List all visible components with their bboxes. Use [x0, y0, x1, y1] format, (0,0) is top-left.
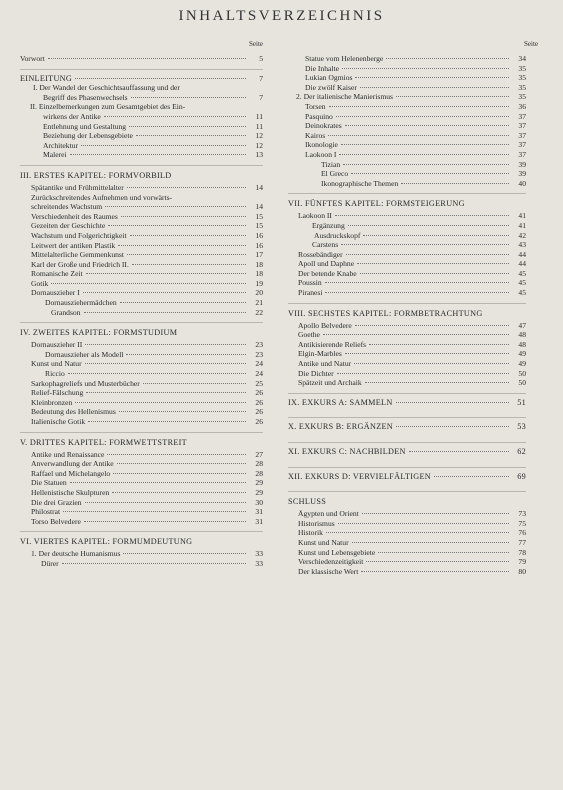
- toc-entry: Deinokrates 37: [305, 121, 526, 131]
- seite-label: Seite: [249, 40, 263, 48]
- chapter-heading-5: VII. FÜNFTES KAPITEL: FORMSTEIGERUNG: [288, 199, 465, 209]
- toc-entry: Ikonologie 37: [305, 140, 526, 150]
- divider: [20, 69, 263, 70]
- toc-entry: Apoll und Daphne 44: [298, 259, 526, 269]
- toc-entry: 1. Der deutsche Humanismus 33: [31, 549, 263, 559]
- toc-entry-einl-2: wirkens der Antike 11: [43, 111, 263, 121]
- toc-entry: Laokoon II 41: [298, 211, 526, 221]
- toc-entry-einl-1-line1: I. Der Wandel der Geschichtsauffassung und der: [33, 83, 180, 93]
- toc-entry: schreitendes Wachstum 14: [31, 202, 263, 212]
- toc-entry: Die Inhalte 35: [305, 63, 526, 73]
- toc-entry: Poussin 45: [298, 278, 526, 288]
- divider: [288, 193, 526, 194]
- toc-entry: Die drei Grazien 30: [31, 497, 263, 507]
- toc-entry: Entlehnung und Gestaltung 11: [43, 121, 263, 131]
- divider: [288, 467, 526, 468]
- chapter-heading-2: IV. ZWEITES KAPITEL: FORMSTUDIUM: [20, 328, 178, 338]
- toc-entry: Philostrat 31: [31, 507, 263, 517]
- toc-entry: Verschiedenzeitigkeit 79: [298, 557, 526, 567]
- toc-subentry: Dornauszieher als Modell 23: [45, 349, 263, 359]
- toc-entry-vorwort: Vorwort 5: [20, 54, 263, 63]
- toc-entry: Wachstum und Folgerichtigkeit 16: [31, 230, 263, 240]
- toc-entry-line1: Zurückschreitendes Aufnehmen und vorwärts-: [31, 192, 173, 202]
- toc-subentry: El Greco 39: [321, 169, 526, 179]
- seite-label: Seite: [524, 40, 538, 48]
- toc-entry: Torsen 36: [305, 101, 526, 111]
- toc-entry: Lukian Ogmios 35: [305, 73, 526, 83]
- toc-entry: Raffael und Michelangelo 28: [31, 468, 263, 478]
- toc-subentry: Ergänzung 41: [312, 220, 526, 230]
- chapter-heading-1: III. ERSTES KAPITEL: FORMVORBILD: [20, 170, 172, 180]
- toc-entry: Statue vom Helenenberge 34: [305, 54, 526, 63]
- toc-entry: Sarkophagreliefs und Musterbücher 25: [31, 378, 263, 388]
- toc-entry: Antikisierende Reliefs 48: [298, 339, 526, 349]
- toc-entry: Spätantike und Frühmittelalter 14: [31, 182, 263, 192]
- toc-entry: Piranesi 45: [298, 288, 526, 298]
- divider: [288, 491, 526, 492]
- toc-entry: Der betende Knabe 45: [298, 268, 526, 278]
- chapter-heading-6: VIII. SECHSTES KAPITEL: FORMBETRACHTUNG: [288, 308, 483, 318]
- toc-entry-exkurs: XI. EXKURS C: NACHBILDEN 62: [288, 447, 526, 456]
- schluss-heading: SCHLUSS: [288, 497, 327, 507]
- toc-entry: Dornauszieher II 23: [31, 340, 263, 350]
- toc-subentry: Dürer 33: [41, 558, 263, 568]
- page-title: INHALTSVERZEICHNIS: [178, 8, 385, 24]
- toc-entry: Spätzeit und Archaik 50: [298, 378, 526, 388]
- toc-entry: Beziehung der Lebensgebiete 12: [43, 131, 263, 141]
- toc-entry: Karl der Große und Friedrich II. 18: [31, 259, 263, 269]
- toc-subentry: Tizian 39: [321, 159, 526, 169]
- toc-entry: Leitwert der antiken Plastik 16: [31, 240, 263, 250]
- toc-subentry: Carstens 43: [312, 240, 526, 250]
- toc-entry: Apollo Belvedere 47: [298, 320, 526, 330]
- toc-entry: Italienische Gotik 26: [31, 417, 263, 426]
- toc-subentry: Ausdruckskopf 42: [314, 230, 526, 240]
- toc-entry-einleitung: EINLEITUNG 7: [20, 73, 263, 83]
- toc-entry: Dornauszieher I 20: [31, 288, 263, 298]
- toc-entry: Goethe 48: [298, 330, 526, 340]
- toc-entry: Kleinbronzen 26: [31, 397, 263, 407]
- toc-entry-exkurs: XII. EXKURS D: VERVIELFÄLTIGEN 69: [288, 471, 526, 481]
- toc-entry: Romanische Zeit 18: [31, 269, 263, 279]
- toc-entry: Torso Belvedere 31: [31, 516, 263, 526]
- toc-entry: Relief-Fälschung 26: [31, 388, 263, 398]
- toc-entry: Pasquino 37: [305, 111, 526, 121]
- divider: [20, 322, 263, 323]
- toc-entry: Anverwandlung der Antike 28: [31, 459, 263, 469]
- divider: [20, 432, 263, 433]
- toc-entry: Antike und Natur 49: [298, 359, 526, 369]
- divider: [20, 165, 263, 166]
- toc-entry: Verschiedenheit des Raumes 15: [31, 211, 263, 221]
- toc-entry: Historismus 75: [298, 518, 526, 528]
- toc-entry: Laokoon I 37: [305, 149, 526, 159]
- toc-entry: Der klassische Wert 80: [298, 566, 526, 576]
- toc-entry: Kunst und Natur 24: [31, 359, 263, 369]
- toc-entry: Gezeiten der Geschichte 15: [31, 221, 263, 231]
- toc-entry: Bedeutung des Hellenismus 26: [31, 407, 263, 417]
- toc-entry: Die Statuen 29: [31, 478, 263, 488]
- toc-entry: Gotik 19: [31, 278, 263, 288]
- divider: [288, 442, 526, 443]
- toc-entry-exkurs: X. EXKURS B: ERGÄNZEN 53: [288, 422, 526, 432]
- toc-entry-einl-1: Begriff des Phasenwechsels 7: [43, 92, 263, 102]
- divider: [288, 393, 526, 394]
- toc-entry: Kunst und Natur 77: [298, 537, 526, 547]
- toc-entry: Architektur 12: [43, 140, 263, 150]
- toc-entry: Kunst und Lebensgebiete 78: [298, 547, 526, 557]
- toc-entry: Mittelalterliche Gemmenkunst 17: [31, 250, 263, 260]
- toc-subentry: Grandson 22: [51, 307, 263, 317]
- divider: [288, 303, 526, 304]
- toc-subentry: Dornausziehermädchen 21: [45, 298, 263, 308]
- toc-left-column: [20, 40, 263, 569]
- toc-entry: Ägypten und Orient 73: [298, 509, 526, 519]
- toc-right-column: [288, 40, 538, 576]
- divider: [20, 531, 263, 532]
- toc-entry-exkurs: IX. EXKURS A: SAMMELN 51: [288, 397, 526, 407]
- toc-entry: Hellenistische Skulpturen 29: [31, 487, 263, 497]
- chapter-heading-3: V. DRITTES KAPITEL: FORMWETTSTREIT: [20, 437, 187, 447]
- toc-entry: Die Dichter 50: [298, 368, 526, 378]
- toc-entry: Malerei 13: [43, 150, 263, 160]
- toc-entry: Rossebändiger 44: [298, 249, 526, 259]
- toc-entry: Historik 76: [298, 528, 526, 538]
- toc-entry-einl-2-line1: II. Einzelbemerkungen zum Gesamtgebiet des Ein-: [30, 102, 186, 112]
- toc-subentry: Ikonographische Themen 40: [321, 178, 526, 188]
- toc-entry: Antike und Renaissance 27: [31, 449, 263, 459]
- chapter-heading-4: VI. VIERTES KAPITEL: FORMUMDEUTUNG: [20, 537, 193, 547]
- toc-entry: Die zwölf Kaiser 35: [305, 82, 526, 92]
- toc-subentry: Riccio 24: [45, 369, 263, 379]
- toc-entry: 2. Der italienische Manierismus 35: [296, 92, 526, 102]
- toc-entry: Elgin-Marbles 49: [298, 349, 526, 359]
- toc-entry: Kairos 37: [305, 130, 526, 140]
- divider: [288, 417, 526, 418]
